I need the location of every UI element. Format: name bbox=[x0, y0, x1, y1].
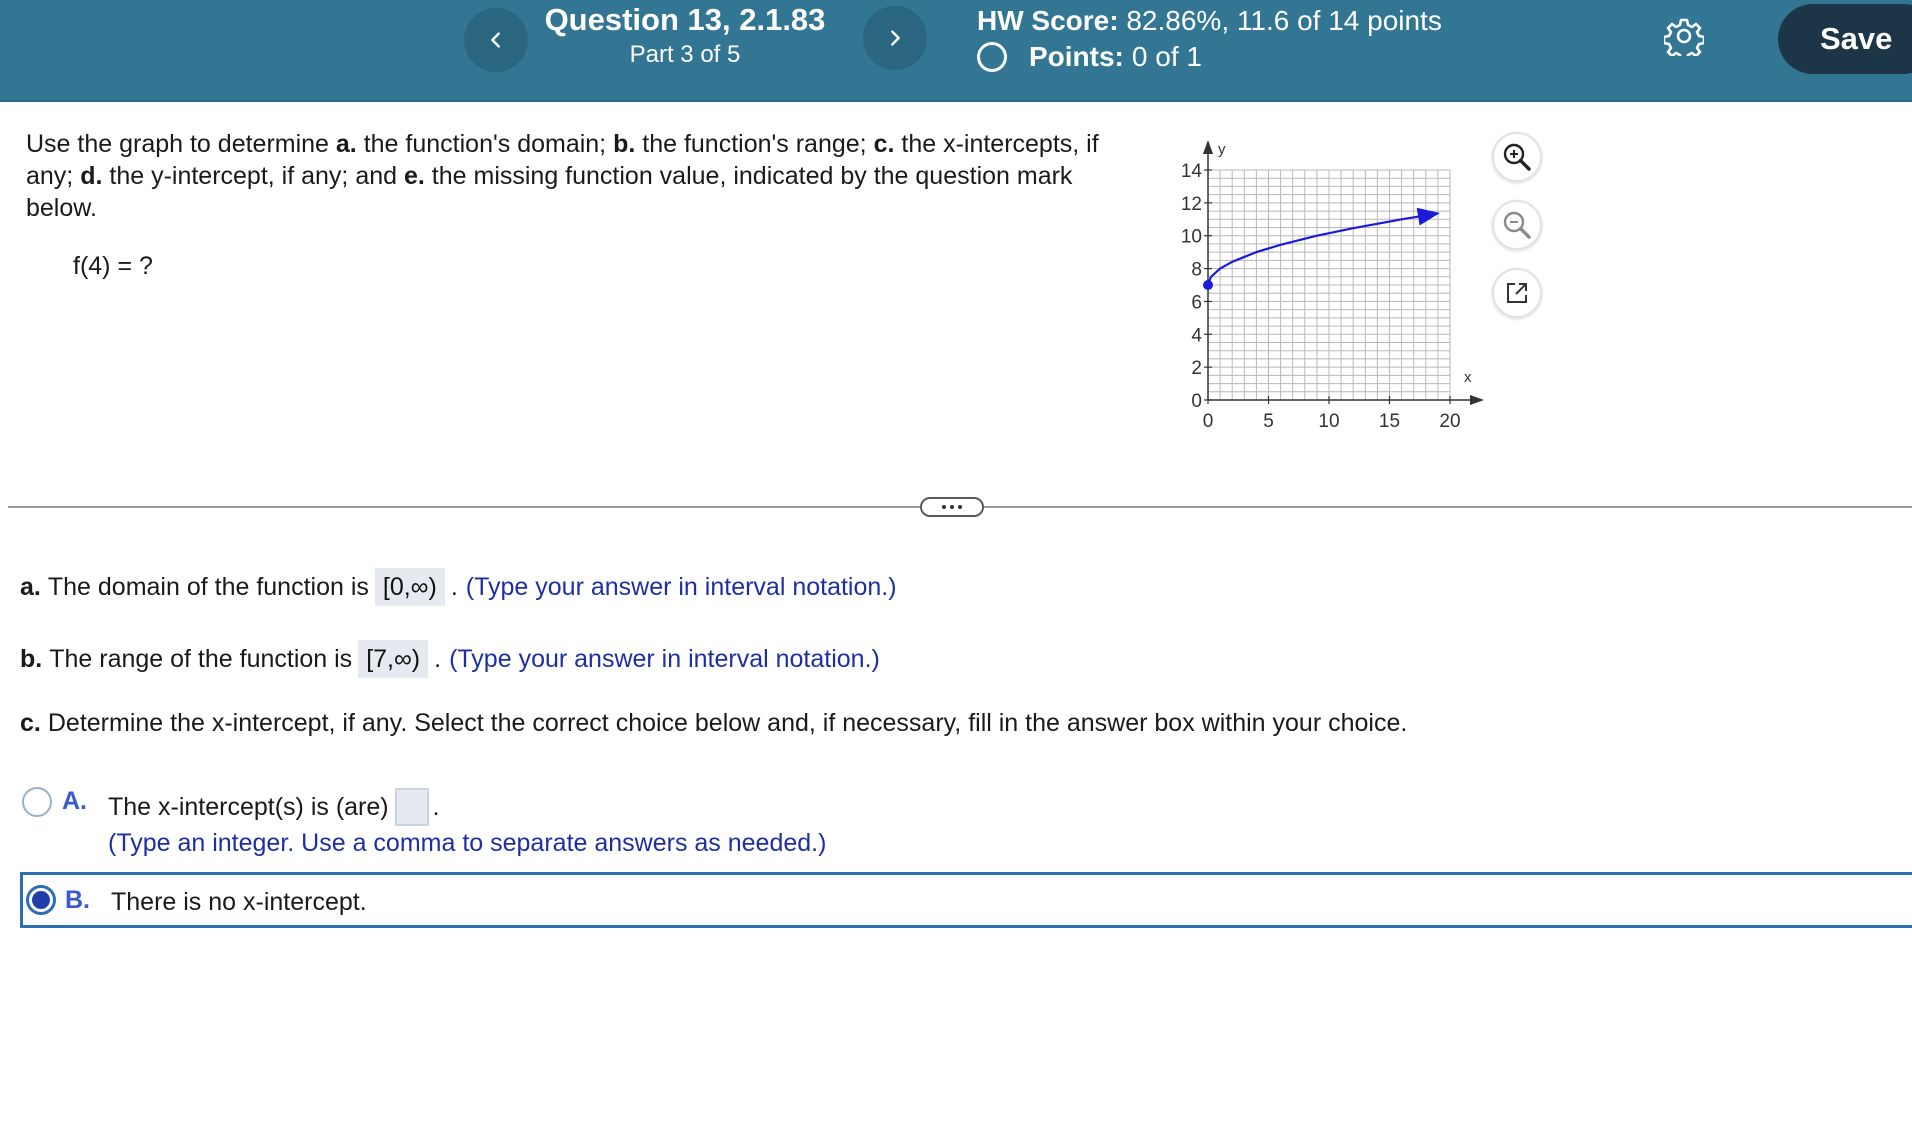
answer-a bbox=[20, 568, 897, 606]
hw-score bbox=[977, 4, 1442, 38]
y-tick-label: 4 bbox=[1191, 325, 1202, 347]
curve-arrowhead bbox=[1417, 208, 1440, 226]
function-value-question: f(4) = ? bbox=[73, 252, 153, 280]
settings-button[interactable] bbox=[1664, 16, 1704, 56]
y-tick-label: 8 bbox=[1191, 259, 1202, 281]
answer-a-hint: (Type your answer in interval notation.) bbox=[465, 573, 897, 601]
prompt-text: Use the graph to determine bbox=[26, 130, 336, 158]
more-icon bbox=[942, 505, 946, 509]
curve-start-point bbox=[1203, 280, 1213, 290]
prompt-text: the y-intercept, if any; and bbox=[102, 162, 404, 190]
expand-toggle-button[interactable] bbox=[920, 497, 984, 517]
x-intercept-input[interactable] bbox=[395, 788, 429, 826]
points-status bbox=[977, 40, 1202, 74]
answer-a-dot: . bbox=[450, 573, 458, 601]
choice-a-radio[interactable] bbox=[22, 787, 52, 817]
y-tick-label: 0 bbox=[1191, 391, 1202, 412]
prompt-text: the x-intercepts, if any; bbox=[26, 130, 1099, 190]
answer-b-hint: (Type your answer in interval notation.) bbox=[449, 645, 880, 673]
radio-selected-dot bbox=[32, 891, 50, 909]
zoom-in-button[interactable] bbox=[1492, 132, 1542, 182]
prompt-label-d: d. bbox=[80, 162, 103, 190]
hw-score-label: HW Score: bbox=[977, 5, 1119, 36]
choice-b[interactable] bbox=[20, 872, 1912, 928]
y-tick-label: 14 bbox=[1180, 161, 1202, 182]
choice-a-label: The x-intercept(s) is (are) bbox=[108, 793, 389, 821]
answer-c-text: Determine the x-intercept, if any. Select the correct choice below and, if necessary, fill in the answer box within your choice. bbox=[47, 709, 1408, 737]
choice-a-end: . bbox=[432, 793, 440, 821]
choice-b-text: There is no x-intercept. bbox=[111, 888, 367, 916]
answer-b-label: b. bbox=[20, 645, 43, 673]
answer-a-label: a. bbox=[20, 573, 41, 601]
x-tick-label: 0 bbox=[1202, 411, 1214, 432]
x-tick-label: 15 bbox=[1378, 411, 1401, 432]
x-tick-label: 20 bbox=[1439, 411, 1461, 432]
answer-b bbox=[20, 640, 880, 678]
choice-b-letter: B. bbox=[65, 886, 90, 914]
choice-b-radio[interactable] bbox=[26, 885, 56, 915]
question-part: Part 3 of 5 bbox=[629, 41, 741, 68]
function-graph bbox=[1160, 130, 1500, 440]
question-title: Question 13, 2.1.83 bbox=[544, 2, 826, 37]
gear-icon bbox=[1664, 16, 1704, 56]
choice-a-hint: (Type an integer. Use a comma to separate answers as needed.) bbox=[108, 829, 827, 857]
y-tick-label: 6 bbox=[1191, 292, 1202, 314]
prompt-label-e: e. bbox=[403, 162, 425, 190]
chevron-right-icon bbox=[884, 27, 906, 49]
more-icon bbox=[958, 505, 962, 509]
hw-score-value: 82.86%, 11.6 of 14 points bbox=[1126, 5, 1442, 36]
y-axis-arrow bbox=[1203, 140, 1213, 154]
answer-c bbox=[20, 706, 1407, 740]
next-question-button[interactable] bbox=[863, 6, 927, 70]
question-prompt bbox=[26, 128, 1146, 224]
save-button[interactable]: Save bbox=[1778, 4, 1912, 74]
prompt-label-a: a. bbox=[335, 130, 357, 158]
zoom-out-icon bbox=[1501, 209, 1533, 241]
y-tick-label: 12 bbox=[1180, 193, 1202, 215]
zoom-in-icon bbox=[1501, 141, 1533, 173]
prompt-text: the function's range; bbox=[635, 130, 874, 158]
x-axis-label: x bbox=[1464, 369, 1472, 386]
prompt-text: the missing function value, indicated by the question mark below. bbox=[26, 162, 1073, 222]
popout-graph-button[interactable] bbox=[1492, 268, 1542, 318]
function-curve bbox=[1208, 213, 1438, 285]
prompt-label-c: c. bbox=[873, 130, 895, 158]
question-header bbox=[0, 0, 1912, 102]
choice-a[interactable] bbox=[20, 784, 1020, 864]
y-axis-label: y bbox=[1218, 141, 1226, 158]
range-answer-box[interactable]: [7,∞) bbox=[358, 640, 428, 678]
answer-a-text: The domain of the function is bbox=[47, 573, 369, 601]
zoom-out-button[interactable] bbox=[1492, 200, 1542, 250]
domain-answer-box[interactable]: [0,∞) bbox=[375, 568, 445, 606]
prompt-text: the function's domain; bbox=[356, 130, 614, 158]
points-label: Points: bbox=[1029, 41, 1124, 72]
chevron-left-icon bbox=[485, 29, 507, 51]
x-tick-label: 10 bbox=[1318, 411, 1340, 432]
answer-c-label: c. bbox=[20, 709, 41, 737]
x-tick-label: 5 bbox=[1263, 411, 1274, 432]
answer-b-dot: . bbox=[434, 645, 442, 673]
y-tick-label: 2 bbox=[1191, 358, 1202, 380]
points-value: 0 of 1 bbox=[1131, 41, 1202, 72]
x-axis-arrow bbox=[1470, 395, 1484, 405]
y-tick-label: 10 bbox=[1180, 226, 1202, 248]
more-icon bbox=[950, 505, 954, 509]
choice-a-text bbox=[108, 788, 440, 826]
prompt-label-b: b. bbox=[613, 130, 636, 158]
points-circle-icon bbox=[977, 42, 1007, 72]
choice-a-letter: A. bbox=[62, 787, 87, 815]
answer-b-text: The range of the function is bbox=[49, 645, 353, 673]
popout-icon bbox=[1501, 277, 1533, 309]
previous-question-button[interactable] bbox=[464, 8, 528, 72]
